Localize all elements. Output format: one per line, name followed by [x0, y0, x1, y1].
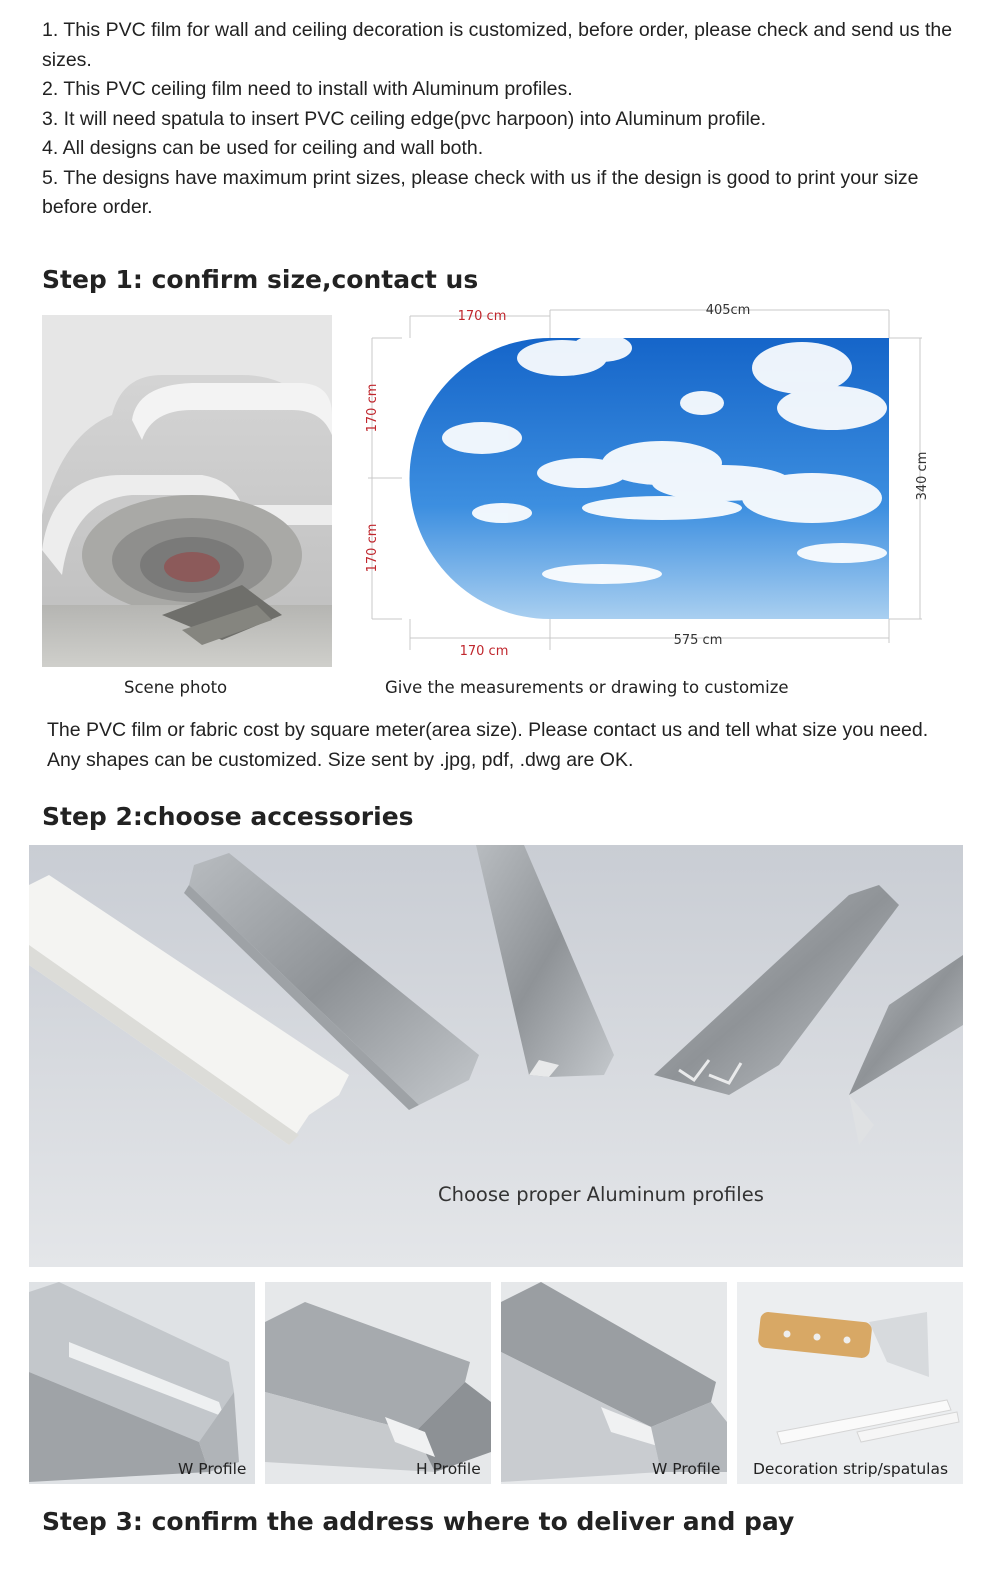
pricing-line-2: Any shapes can be customized. Size sent by .jpg, pdf, .dwg are OK. — [47, 748, 634, 771]
drawing-caption: Give the measurements or drawing to customize — [385, 678, 789, 697]
profiles-banner-photo — [29, 845, 963, 1267]
dim-left-upper: 170 cm — [365, 383, 380, 433]
thumb-h-profile — [265, 1282, 491, 1484]
thumb-label-2: H Profile — [416, 1460, 481, 1478]
dim-right: 340 cm — [915, 451, 930, 501]
banner-caption: Choose proper Aluminum profiles — [438, 1183, 764, 1206]
dim-bottom-left: 170 cm — [459, 644, 509, 659]
note-4: 4. All designs can be used for ceiling and wall both. — [42, 137, 484, 159]
note-1: 1. This PVC film for wall and ceiling decoration is customized, before order, please check and send us the sizes. — [42, 19, 953, 71]
pricing-paragraph — [47, 716, 977, 775]
scene-caption: Scene photo — [124, 678, 228, 697]
scene-photo — [42, 315, 332, 667]
dim-top-left: 170 cm — [457, 309, 507, 324]
measurement-drawing — [362, 298, 932, 662]
step2-title: Step 2:choose accessories — [42, 802, 414, 831]
thumb-decoration-spatulas — [737, 1282, 963, 1484]
thumb-w-profile-2 — [501, 1282, 727, 1484]
intro-notes — [42, 16, 957, 223]
note-2: 2. This PVC ceiling film need to install with Aluminum profiles. — [42, 78, 573, 100]
note-5: 5. The designs have maximum print sizes, please check with us if the design is good to print your size before order. — [42, 166, 919, 218]
thumb-w-profile-1 — [29, 1282, 255, 1484]
dim-left-lower: 170 cm — [365, 523, 380, 573]
pricing-line-1: The PVC film or fabric cost by square meter(area size). Please contact us and tell what size you need. — [47, 719, 929, 741]
note-3: 3. It will need spatula to insert PVC ceiling edge(pvc harpoon) into Aluminum profile. — [42, 107, 767, 130]
dim-bottom-right: 575 cm — [673, 633, 723, 648]
thumb-label-1: W Profile — [178, 1460, 247, 1478]
step1-title: Step 1: confirm size,contact us — [42, 265, 479, 294]
dim-top-right: 405cm — [705, 303, 751, 318]
step3-title: Step 3: confirm the address where to deliver and pay — [42, 1507, 795, 1536]
thumb-label-3: W Profile — [652, 1460, 721, 1478]
thumb-label-4: Decoration strip/spatulas — [753, 1460, 949, 1478]
